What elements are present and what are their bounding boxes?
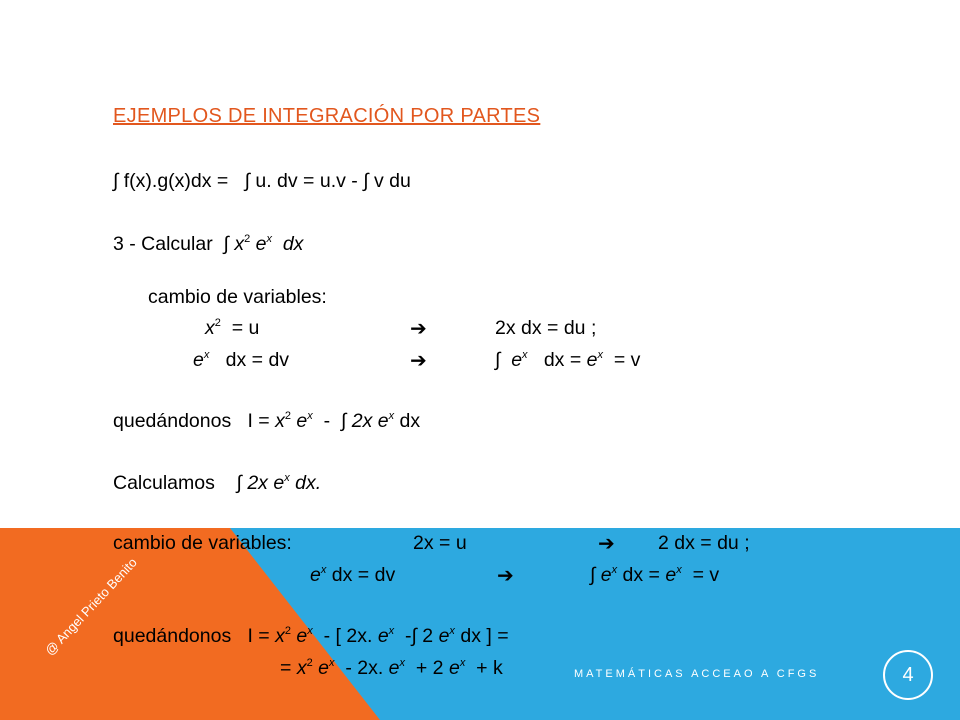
math-text: dx = dv <box>331 564 396 586</box>
math-x: x <box>205 317 215 339</box>
math-exp: x <box>522 349 528 361</box>
integral-sign: ∫ <box>363 170 369 192</box>
change1-row1-left <box>205 317 259 340</box>
math-text: dx ] = <box>460 625 509 647</box>
integral-sign: ∫ <box>590 564 596 586</box>
math-exp: 2 <box>284 410 291 422</box>
math-e: e <box>255 233 267 255</box>
math-e: e <box>388 657 400 679</box>
integral-sign: ∫ <box>495 349 501 371</box>
change2-row2-left <box>310 564 395 587</box>
math-e: e <box>377 625 389 647</box>
integral-sign: ∫ <box>340 410 347 432</box>
problem-statement <box>113 233 303 256</box>
math-e: e <box>296 625 308 647</box>
change1-row2-left <box>193 349 289 372</box>
math-exp: x <box>266 233 272 245</box>
math-exp: x <box>597 349 603 361</box>
math-exp: x <box>388 625 395 637</box>
page-number: 4 <box>883 650 933 700</box>
math-exp: x <box>307 625 313 637</box>
math-text: dx = <box>543 349 582 371</box>
integral-sign: ∫ <box>223 233 229 255</box>
integral-sign: ∫ <box>236 472 242 494</box>
math-exp: x <box>449 625 455 637</box>
math-exp: 2 <box>244 233 251 245</box>
math-e: e <box>310 564 321 586</box>
formula-tail: v du <box>373 170 411 192</box>
calc-label: Calculamos <box>113 472 215 494</box>
math-e: e <box>193 349 204 371</box>
math-text: dx = <box>622 564 660 586</box>
math-x: x <box>275 410 285 432</box>
integral-sign: ∫ <box>244 170 250 192</box>
change1-row2-right <box>495 349 640 372</box>
math-text: = v <box>613 349 641 371</box>
math-exp: x <box>320 564 327 576</box>
formula-lhs: f(x).g(x)dx = <box>123 170 229 192</box>
arrow-icon: ➔ <box>598 533 615 555</box>
math-text: + 2 <box>415 657 444 679</box>
parts-formula <box>113 170 411 193</box>
math-text: + k <box>476 657 503 679</box>
footer-course-text: MATEMÁTICAS ACCEAO A CFGS <box>574 668 820 680</box>
result1-line <box>113 410 420 433</box>
math-exp: x <box>203 349 210 361</box>
change1-row1-right: 2x dx = du ; <box>495 317 597 339</box>
math-exp: x <box>328 657 335 669</box>
math-text: I = <box>247 625 270 647</box>
math-e: e <box>296 410 308 432</box>
math-exp: x <box>399 657 406 669</box>
math-e: e <box>511 349 523 371</box>
math-text: = <box>280 657 292 679</box>
math-text: dx = dv <box>225 349 290 371</box>
result-label: quedándonos <box>113 625 232 647</box>
change2-heading: cambio de variables: <box>113 532 292 554</box>
math-exp: x <box>459 657 466 669</box>
arrow-icon: ➔ <box>410 318 427 340</box>
math-term: 2x <box>351 410 373 432</box>
math-e: e <box>318 657 329 679</box>
math-dx: dx <box>399 410 421 432</box>
math-text: - [ 2x. <box>323 625 373 647</box>
math-text: - 2x. <box>345 657 384 679</box>
math-text: I = <box>247 410 270 432</box>
change2-row1-left: 2x = u <box>413 532 467 554</box>
change2-row2-right <box>590 564 719 587</box>
math-text: = v <box>692 564 720 586</box>
math-exp: x <box>307 410 313 422</box>
math-text: = u <box>231 317 260 339</box>
integral-sign: ∫ <box>113 170 119 192</box>
math-exp: x <box>676 564 682 576</box>
arrow-icon: ➔ <box>497 565 514 587</box>
math-term: 2x <box>247 472 268 494</box>
math-exp: x <box>611 564 618 576</box>
result2-final <box>280 657 503 680</box>
math-e: e <box>438 625 450 647</box>
problem-label: 3 - Calcular <box>113 233 213 255</box>
change1-heading: cambio de variables: <box>148 286 327 308</box>
math-exp: 2 <box>306 657 313 669</box>
math-exp: 2 <box>214 317 221 329</box>
result2-line <box>113 625 509 648</box>
author-credit: @ Angel Prieto Benito <box>42 554 140 659</box>
math-text: 2 <box>422 625 434 647</box>
calc-line <box>113 472 321 495</box>
math-exp: x <box>284 472 290 484</box>
integral-sign: ∫ <box>411 625 417 647</box>
arrow-icon: ➔ <box>410 350 427 372</box>
math-text: - <box>323 410 331 432</box>
math-e: e <box>665 564 677 586</box>
math-dx: dx <box>282 233 304 255</box>
math-e: e <box>273 472 285 494</box>
math-e: e <box>377 410 389 432</box>
math-dx: dx. <box>295 472 322 494</box>
math-exp: x <box>388 410 395 422</box>
math-x: x <box>296 657 307 679</box>
math-text: - <box>405 625 412 647</box>
math-x: x <box>234 233 245 255</box>
math-e: e <box>600 564 612 586</box>
formula-rhs: u. dv = u.v - <box>255 170 358 192</box>
change2-row1-right: 2 dx = du ; <box>658 532 750 554</box>
math-exp: 2 <box>284 625 291 637</box>
math-x: x <box>275 625 285 647</box>
slide-title: EJEMPLOS DE INTEGRACIÓN POR PARTES <box>113 105 541 127</box>
math-e: e <box>586 349 598 371</box>
math-e: e <box>448 657 460 679</box>
result-label: quedándonos <box>113 410 232 432</box>
